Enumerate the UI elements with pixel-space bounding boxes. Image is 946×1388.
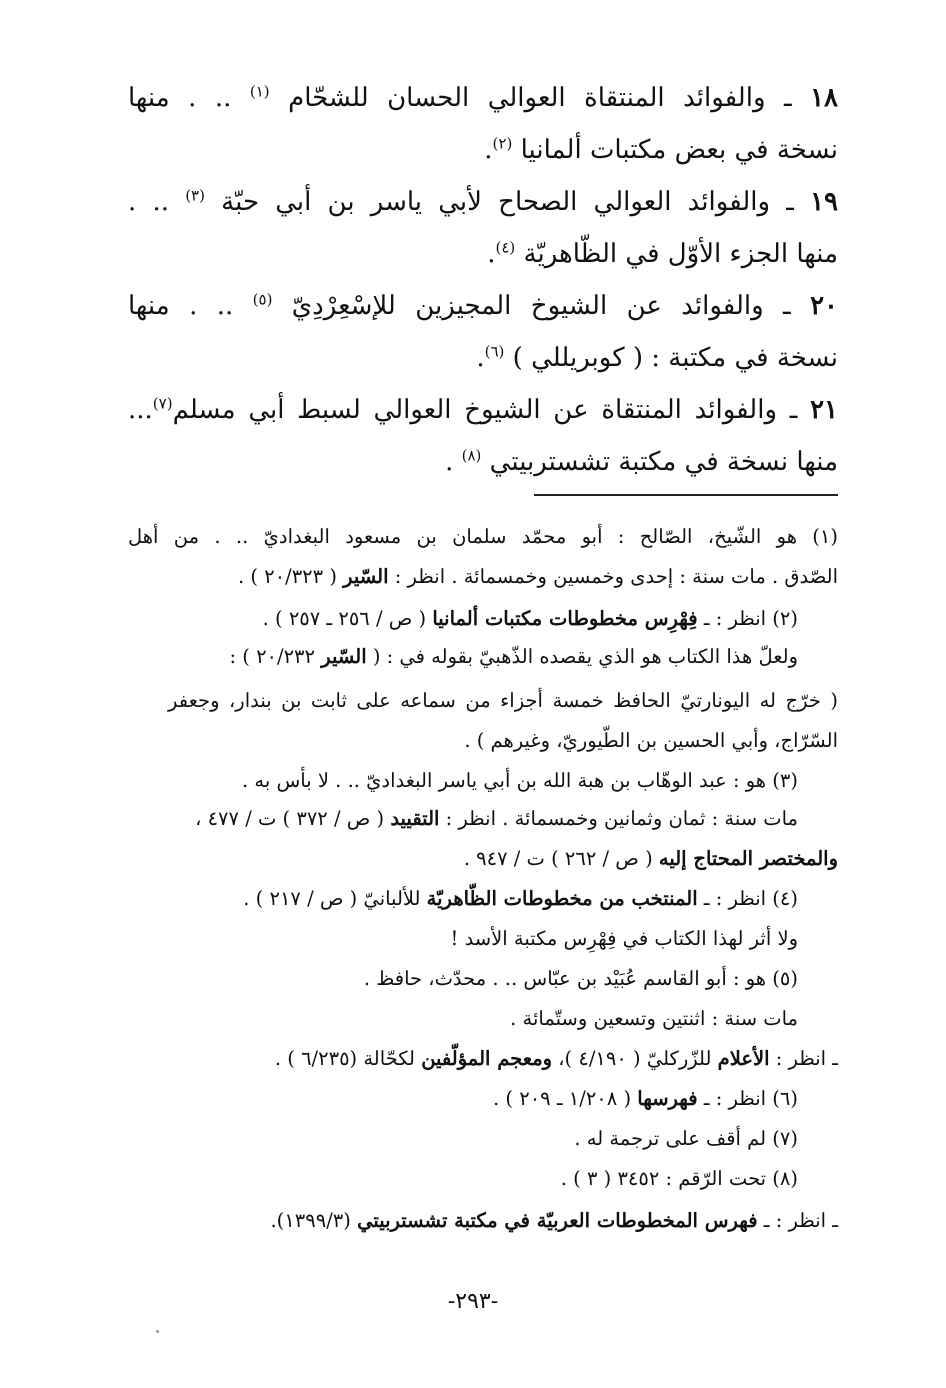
entry-number: ١٨ xyxy=(810,83,838,113)
footnote-text: ـ انظر : xyxy=(769,1047,838,1070)
entry-line xyxy=(128,384,838,436)
footnote-text: ( ص / ٣٧٢ ) ت / ٤٧٧ ، xyxy=(195,807,391,830)
footnote-text: ولعلّ هذا الكتاب هو الذي يقصده الذّهبيّ بقوله في : ( xyxy=(366,645,798,668)
book-title: والمختصر المحتاج إليه xyxy=(658,847,838,870)
entry-text: . xyxy=(476,343,485,373)
footnote-line xyxy=(195,802,798,836)
entry-text: .. . منها xyxy=(128,83,250,113)
entry-text: نسخة في بعض مكتبات ألمانيا xyxy=(512,135,838,165)
footnote-line xyxy=(263,602,798,636)
entry-line xyxy=(128,332,838,384)
entry-text: ـ والفوائد المنتقاة عن الشيوخ العوالي لسبط أبي مسلم xyxy=(172,395,798,425)
footnote-ref: (٤) xyxy=(495,238,516,257)
footnote-text: ـ انظر : ـ xyxy=(757,1209,838,1232)
book-title: المنتخب من مخطوطات الظّاهريّة xyxy=(426,887,698,910)
footnote-line: ( خرّج له اليونارتيّ الحافظ خمسة أجزاء من سماعه على ثابت بن بندار، وجعفر xyxy=(168,689,838,712)
entry-text: ـ والفوائد المنتقاة العوالي الحسان للشحّام xyxy=(269,83,792,113)
book-title: ومعجم المؤلّفين xyxy=(421,1047,553,1070)
entry-line xyxy=(128,176,838,228)
entry-20 xyxy=(128,280,838,384)
entry-18 xyxy=(128,72,838,176)
footnote-text: ٢٠/٢٣٢ ) : xyxy=(229,645,322,668)
footnote-text: (٤) انظر : ـ xyxy=(697,887,798,910)
footnote-text: ( ١/٢٠٨ ـ ٢٠٩ ) . xyxy=(493,1087,638,1110)
footnote-ref: (٦) xyxy=(484,342,505,361)
footnote-ref: (٣) xyxy=(185,186,205,205)
entry-number: ٢١ xyxy=(810,395,838,425)
footnote-text: ( ص / ٢٥٦ ـ ٢٥٧ ) . xyxy=(262,607,433,630)
entry-text: ـ والفوائد عن الشيوخ المجيزين للإسْعِرْدِيّ xyxy=(272,291,791,321)
footnote-line: (١) هو الشّيخ، الصّالح : أبو محمّد سلمان بن مسعود البغداديّ .. . من أهل xyxy=(128,525,838,548)
footnote-line: (٥) هو : أبو القاسم عُبَيْد بن عبّاس .. . محدّث، حافظ . xyxy=(363,967,798,990)
footnote-line: السّرّاج، وأبي الحسين بن الطّيوريّ، وغيرهم ) . xyxy=(464,729,838,752)
entry-text: منها الجزء الأوّل في الظّاهريّة xyxy=(515,239,838,269)
footnote-ref: (٥) xyxy=(252,290,273,309)
entry-19 xyxy=(128,176,838,280)
footnote-text: (٢) انظر : ـ xyxy=(697,607,798,630)
footnote-text: للزّركليّ ( ٤/١٩٠ )، xyxy=(552,1047,718,1070)
footnote-text: للألبانيّ ( ص / ٢١٧ ) . xyxy=(243,887,427,910)
page-number: -٢٩٣- xyxy=(447,1289,499,1314)
footnote-line: (٧) لم أقف على ترجمة له . xyxy=(574,1127,798,1150)
footnote-line xyxy=(270,1204,838,1238)
footnote-ref: (٨) xyxy=(461,446,482,465)
footnote-ref: (١) xyxy=(249,82,270,101)
book-title: فهرسها xyxy=(637,1087,698,1110)
footnote-line: (٨) تحت الرّقم : ٣٤٥٢ ( ٣ ) . xyxy=(560,1167,798,1190)
entry-line xyxy=(128,280,838,332)
entry-text: ـ والفوائد العوالي الصحاح لأبي ياسر بن أبي حبّة xyxy=(204,187,794,217)
footnote-line xyxy=(493,1082,798,1116)
entry-text: . xyxy=(445,447,462,477)
entry-line xyxy=(128,124,838,176)
footnote-line xyxy=(229,640,798,674)
book-title: فِهْرِس مخطوطات مكتبات ألمانيا xyxy=(432,607,698,630)
entry-text: .. . xyxy=(128,187,186,217)
entry-line xyxy=(128,436,838,488)
scan-speck xyxy=(156,1330,159,1333)
footnote-text: (٦) انظر : ـ xyxy=(697,1087,798,1110)
footnote-text: ( ٢٠/٣٢٣ ) . xyxy=(237,565,344,588)
book-title: التقييد xyxy=(390,807,440,830)
entry-line xyxy=(128,228,838,280)
footnote-line xyxy=(243,882,798,916)
entry-text: . xyxy=(484,135,493,165)
entry-text: . xyxy=(487,239,496,269)
footnote-text: ( ص / ٢٦٢ ) ت / ٩٤٧ . xyxy=(463,847,659,870)
footnote-ref: (٢) xyxy=(492,134,513,153)
footnote-line: (٣) هو : عبد الوهّاب بن هبة الله بن أبي ياسر البغداديّ .. . لا بأس به . xyxy=(242,769,798,792)
entry-text: .. . منها xyxy=(128,291,253,321)
footnote-ref: (٧) xyxy=(152,394,173,413)
entry-text: ... xyxy=(128,395,153,425)
book-title: السّير xyxy=(321,645,367,668)
footnote-line xyxy=(238,560,838,594)
book-title: السّير xyxy=(343,565,389,588)
footnote-line xyxy=(464,842,838,876)
footnote-text: مات سنة : ثمان وثمانين وخمسمائة . انظر : xyxy=(439,807,798,830)
footnote-text: الصّدق . مات سنة : إحدى وخمسين وخمسمائة . انظر : xyxy=(388,565,838,588)
entry-number: ١٩ xyxy=(810,187,839,217)
book-title: فهرس المخطوطات العربيّة في مكتبة تشستربيتي xyxy=(357,1209,758,1232)
footnote-line xyxy=(275,1042,838,1076)
entry-text: منها نسخة في مكتبة تشستربيتي xyxy=(481,447,838,477)
book-title: الأعلام xyxy=(717,1047,770,1070)
entry-number: ٢٠ xyxy=(810,291,838,321)
footnote-separator xyxy=(534,494,838,496)
footnote-text: (١٣٩٩/٣). xyxy=(270,1209,358,1232)
entry-21 xyxy=(128,384,838,488)
entry-text: نسخة في مكتبة : ( كوبريللي ) xyxy=(504,343,838,373)
footnote-text: لكحّالة (٦/٢٣٥ ) . xyxy=(274,1047,422,1070)
footnote-line: ولا أثر لهذا الكتاب في فِهْرِس مكتبة الأسد ! xyxy=(450,927,798,950)
entry-line xyxy=(128,72,838,124)
footnote-line: مات سنة : اثنتين وتسعين وستّمائة . xyxy=(510,1007,798,1030)
